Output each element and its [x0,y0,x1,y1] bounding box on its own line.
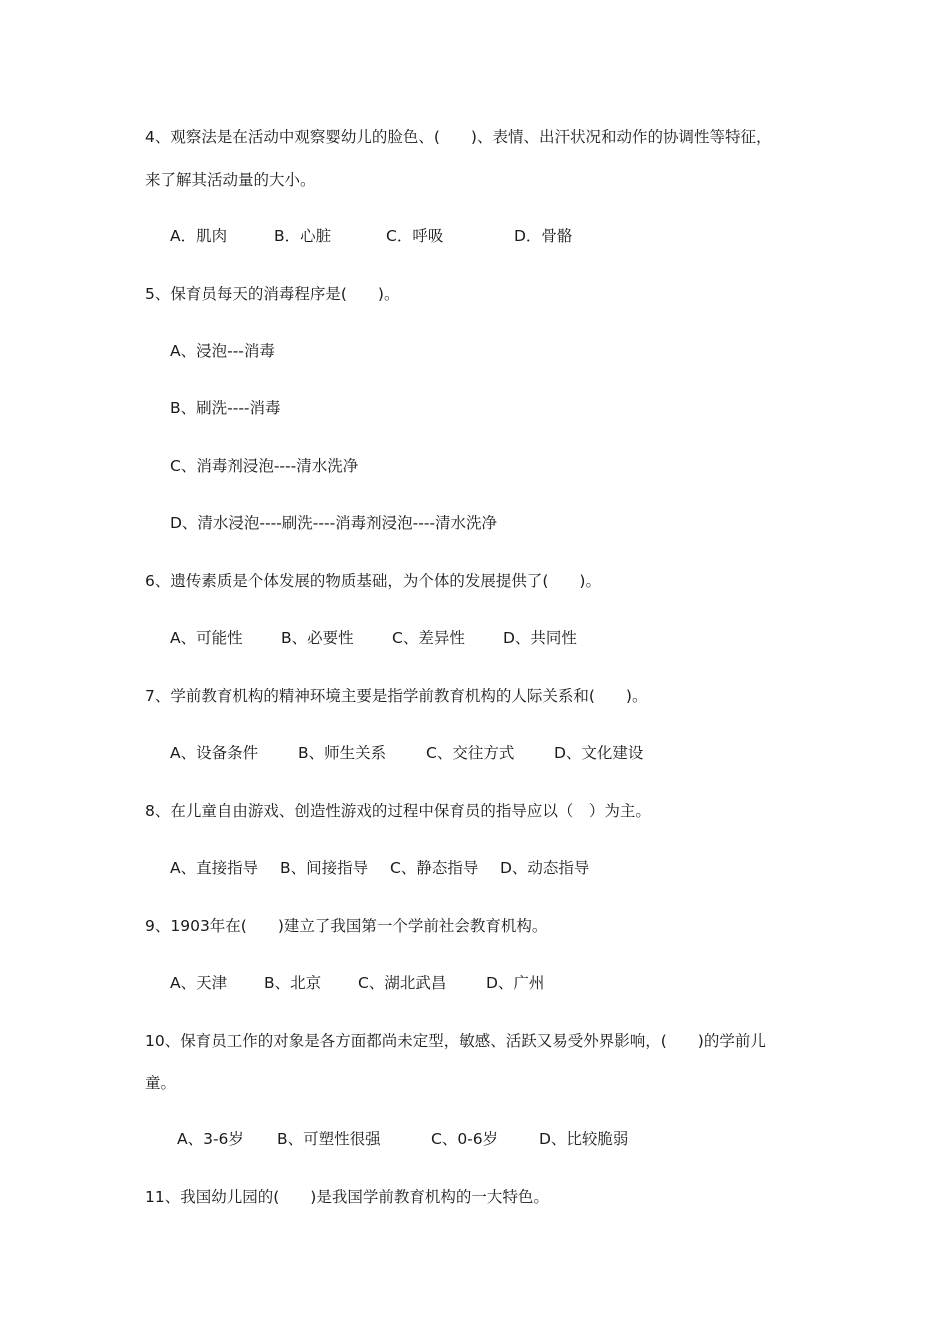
question-7-option-c: C、交往方式 [426,744,515,762]
question-6-option-d: D、共同性 [503,629,577,647]
question-9-line-1: 9、1903年在( )建立了我国第一个学前社会教育机构。 [145,917,548,935]
question-8-options [170,857,589,879]
question-6-options [170,627,577,649]
question-9-option-d: D、广州 [486,974,545,992]
question-5-option-b: B、刷洗----消毒 [170,399,281,417]
question-10-options [177,1128,628,1150]
question-8-option-b: B、间接指导 [280,859,369,877]
question-7-option-d: D、文化建设 [554,744,644,762]
question-8-option-c: C、静态指导 [390,859,479,877]
question-10-option-d: D、比较脆弱 [539,1130,629,1148]
question-4-option-a: A．肌肉 [170,227,228,245]
question-5-option-c: C、消毒剂浸泡----清水洗净 [170,457,359,475]
question-9-options [170,972,544,994]
question-5-option-d: D、清水浸泡----刷洗----消毒剂浸泡----清水洗净 [170,514,498,532]
question-4-option-d: D．骨骼 [514,227,573,245]
question-8-line-1: 8、在儿童自由游戏、创造性游戏的过程中保育员的指导应以（ ）为主。 [145,802,651,820]
question-7-line-1: 7、学前教育机构的精神环境主要是指学前教育机构的人际关系和( )。 [145,687,648,705]
question-8-option-d: D、动态指导 [500,859,590,877]
question-7-option-a: A、设备条件 [170,744,259,762]
question-6-option-b: B、必要性 [281,629,354,647]
question-6-line-1: 6、遗传素质是个体发展的物质基础，为个体的发展提供了( )。 [145,572,601,590]
question-9-option-b: B、北京 [264,974,322,992]
question-6-option-a: A、可能性 [170,629,243,647]
question-7-options [170,742,643,764]
question-9-option-c: C、湖北武昌 [358,974,447,992]
question-10-option-c: C、0-6岁 [431,1130,499,1148]
question-8-option-a: A、直接指导 [170,859,259,877]
question-7-option-b: B、师生关系 [298,744,387,762]
question-10-line-1: 10、保育员工作的对象是各方面都尚未定型，敏感、活跃又易受外界影响，( )的学前儿 [145,1032,766,1050]
question-6-option-c: C、差异性 [392,629,465,647]
question-10-option-b: B、可塑性很强 [277,1130,381,1148]
question-5-option-a: A、浸泡---消毒 [170,342,275,360]
question-4-option-b: B．心脏 [274,227,332,245]
question-4-options [170,225,572,247]
question-11-line-1: 11、我国幼儿园的( )是我国学前教育机构的一大特色。 [145,1188,549,1206]
question-5-line-1: 5、保育员每天的消毒程序是( )。 [145,285,400,303]
question-9-option-a: A、天津 [170,974,228,992]
question-10-option-a: A、3-6岁 [177,1130,244,1148]
question-4-line-2: 来了解其活动量的大小。 [145,171,316,189]
question-10-line-2: 童。 [145,1074,177,1092]
question-4-option-c: C．呼吸 [386,227,444,245]
question-4-line-1: 4、观察法是在活动中观察婴幼儿的脸色、( )、表情、出汗状况和动作的协调性等特征， [145,128,772,146]
